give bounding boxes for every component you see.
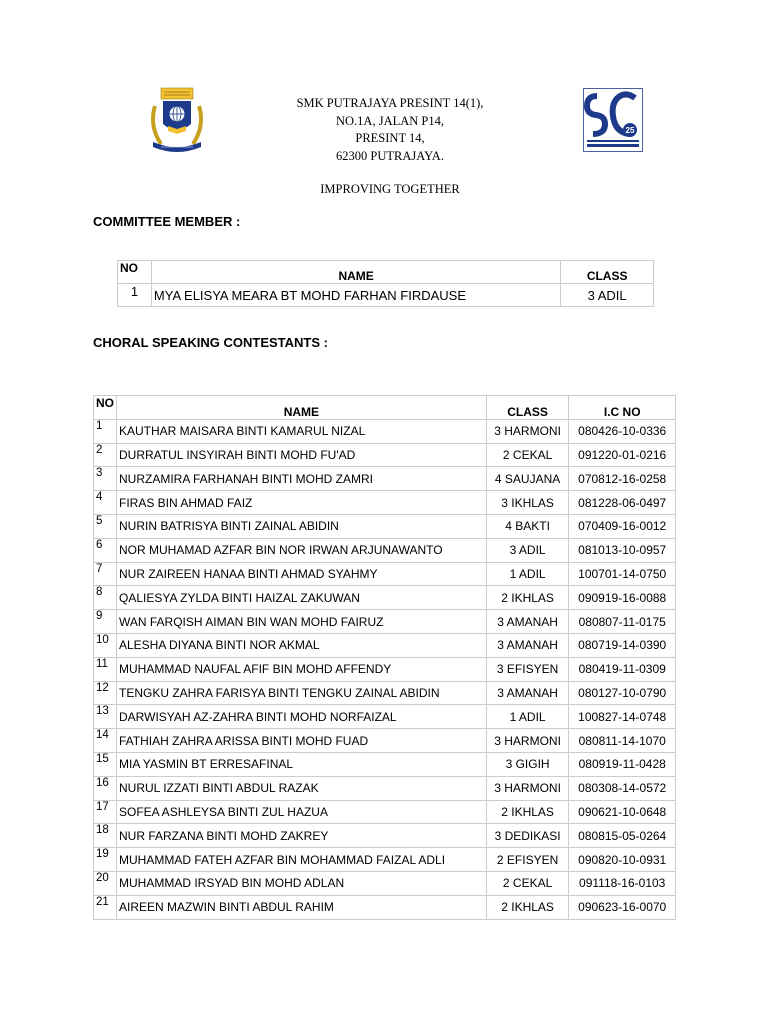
contestants-table [93,395,676,920]
cell-no: 13 [94,705,117,729]
cell-name: FATHIAH ZAHRA ARISSA BINTI MOHD FUAD [117,729,487,753]
cell-no: 5 [94,514,117,538]
cell-ic: 070409-16-0012 [569,514,676,538]
anniversary-25-logo [583,88,643,152]
cell-class: 3 HARMONI [486,419,569,443]
cell-name: NURIN BATRISYA BINTI ZAINAL ABIDIN [117,514,487,538]
table-row [94,419,676,443]
cell-name: NUR ZAIREEN HANAA BINTI AHMAD SYAHMY [117,562,487,586]
cell-ic: 080811-14-1070 [569,729,676,753]
cell-class: 1 ADIL [486,562,569,586]
cell-class: 1 ADIL [486,705,569,729]
cell-name: FIRAS BIN AHMAD FAIZ [117,491,487,515]
table-row [94,752,676,776]
cell-name: NURUL IZZATI BINTI ABDUL RAZAK [117,776,487,800]
cell-class: 2 IKHLAS [486,800,569,824]
cell-class: 4 BAKTI [486,514,569,538]
cell-class: 3 EFISYEN [486,657,569,681]
cell-ic: 091118-16-0103 [569,871,676,895]
cell-name: MYA ELISYA MEARA BT MOHD FARHAN FIRDAUSE [151,284,560,307]
cell-name: MUHAMMAD NAUFAL AFIF BIN MOHD AFFENDY [117,657,487,681]
cell-no: 18 [94,824,117,848]
cell-name: QALIESYA ZYLDA BINTI HAIZAL ZAKUWAN [117,586,487,610]
cell-class: 3 DEDIKASI [486,824,569,848]
cell-name: MUHAMMAD FATEH AZFAR BIN MOHAMMAD FAIZAL ADLI [117,848,487,872]
cell-class: 3 GIGIH [486,752,569,776]
table-row [94,824,676,848]
committee-table [117,260,654,307]
cell-name: NURZAMIRA FARHANAH BINTI MOHD ZAMRI [117,467,487,491]
cell-ic: 090621-10-0648 [569,800,676,824]
cell-name: AIREEN MAZWIN BINTI ABDUL RAHIM [117,895,487,919]
cell-class: 3 HARMONI [486,776,569,800]
cell-no: 20 [94,871,117,895]
cell-class: 3 AMANAH [486,610,569,634]
cell-class: 4 SAUJANA [486,467,569,491]
cell-name: NOR MUHAMAD AZFAR BIN NOR IRWAN ARJUNAWANTO [117,538,487,562]
cell-class: 2 IKHLAS [486,586,569,610]
cell-name: NUR FARZANA BINTI MOHD ZAKREY [117,824,487,848]
table-row [94,443,676,467]
cell-class: 3 ADIL [561,284,654,307]
cell-no: 6 [94,538,117,562]
cell-ic: 080807-11-0175 [569,610,676,634]
table-row [94,848,676,872]
cell-class: 3 HARMONI [486,729,569,753]
table-row [94,491,676,515]
cell-no: 21 [94,895,117,919]
cell-class: 3 IKHLAS [486,491,569,515]
school-crest-logo [147,86,207,156]
cell-name: KAUTHAR MAISARA BINTI KAMARUL NIZAL [117,419,487,443]
cell-no: 8 [94,586,117,610]
logo-number: 25 [625,126,635,135]
cell-ic: 080308-14-0572 [569,776,676,800]
cell-ic: 080815-05-0264 [569,824,676,848]
table-row [94,538,676,562]
table-row [94,514,676,538]
cell-ic: 080127-10-0790 [569,681,676,705]
table-row [94,871,676,895]
cell-class: 2 CEKAL [486,871,569,895]
cell-no: 17 [94,800,117,824]
cell-ic: 081013-10-0957 [569,538,676,562]
cell-ic: 100827-14-0748 [569,705,676,729]
cell-no: 7 [94,562,117,586]
cell-name: WAN FARQISH AIMAN BIN WAN MOHD FAIRUZ [117,610,487,634]
header-no: NO [118,261,152,284]
cell-no: 1 [94,419,117,443]
committee-heading: COMMITTEE MEMBER : [93,214,241,229]
header-no: NO [94,396,117,420]
cell-class: 2 CEKAL [486,443,569,467]
cell-class: 2 EFISYEN [486,848,569,872]
cell-class: 3 AMANAH [486,681,569,705]
table-row [94,729,676,753]
cell-name: ALESHA DIYANA BINTI NOR AKMAL [117,633,487,657]
cell-ic: 080919-11-0428 [569,752,676,776]
table-row [94,705,676,729]
cell-no: 9 [94,610,117,634]
table-row [94,562,676,586]
cell-no: 4 [94,491,117,515]
school-address [250,95,530,165]
header-class: CLASS [486,396,569,420]
cell-name: SOFEA ASHLEYSA BINTI ZUL HAZUA [117,800,487,824]
cell-name: DARWISYAH AZ-ZAHRA BINTI MOHD NORFAIZAL [117,705,487,729]
address-line: PRESINT 14, [355,131,425,145]
table-row [94,800,676,824]
table-row [94,776,676,800]
cell-ic: 090919-16-0088 [569,586,676,610]
cell-ic: 080419-11-0309 [569,657,676,681]
cell-ic: 070812-16-0258 [569,467,676,491]
table-row [94,681,676,705]
cell-name: TENGKU ZAHRA FARISYA BINTI TENGKU ZAINAL ABIDIN [117,681,487,705]
cell-ic: 081228-06-0497 [569,491,676,515]
cell-no: 3 [94,467,117,491]
cell-ic: 100701-14-0750 [569,562,676,586]
header-name: NAME [151,261,560,284]
table-row [94,586,676,610]
cell-no: 14 [94,729,117,753]
cell-no: 11 [94,657,117,681]
cell-no: 2 [94,443,117,467]
cell-name: MIA YASMIN BT ERRESAFINAL [117,752,487,776]
cell-no: 12 [94,681,117,705]
cell-ic: 091220-01-0216 [569,443,676,467]
cell-ic: 080719-14-0390 [569,633,676,657]
cell-class: 3 AMANAH [486,633,569,657]
address-line: NO.1A, JALAN P14, [336,113,444,128]
cell-ic: 090820-10-0931 [569,848,676,872]
contestants-heading: CHORAL SPEAKING CONTESTANTS : [93,335,328,350]
header-name: NAME [117,396,487,420]
cell-no: 19 [94,848,117,872]
header-ic: I.C NO [569,396,676,420]
table-row [94,895,676,919]
cell-no: 1 [118,284,152,307]
address-line: 62300 PUTRAJAYA. [336,148,444,163]
cell-no: 10 [94,633,117,657]
table-row [118,284,654,307]
cell-name: MUHAMMAD IRSYAD BIN MOHD ADLAN [117,871,487,895]
cell-class: 3 ADIL [486,538,569,562]
motto: IMPROVING TOGETHER [320,182,460,196]
table-row [94,610,676,634]
cell-ic: 090623-16-0070 [569,895,676,919]
cell-ic: 080426-10-0336 [569,419,676,443]
table-row [94,633,676,657]
cell-no: 15 [94,752,117,776]
table-row [94,467,676,491]
table-header-row [118,261,654,284]
header-class: CLASS [561,261,654,284]
address-line: SMK PUTRAJAYA PRESINT 14(1), [296,96,484,110]
cell-class: 2 IKHLAS [486,895,569,919]
table-header-row [94,396,676,420]
table-row [94,657,676,681]
cell-name: DURRATUL INSYIRAH BINTI MOHD FU'AD [117,443,487,467]
cell-no: 16 [94,776,117,800]
